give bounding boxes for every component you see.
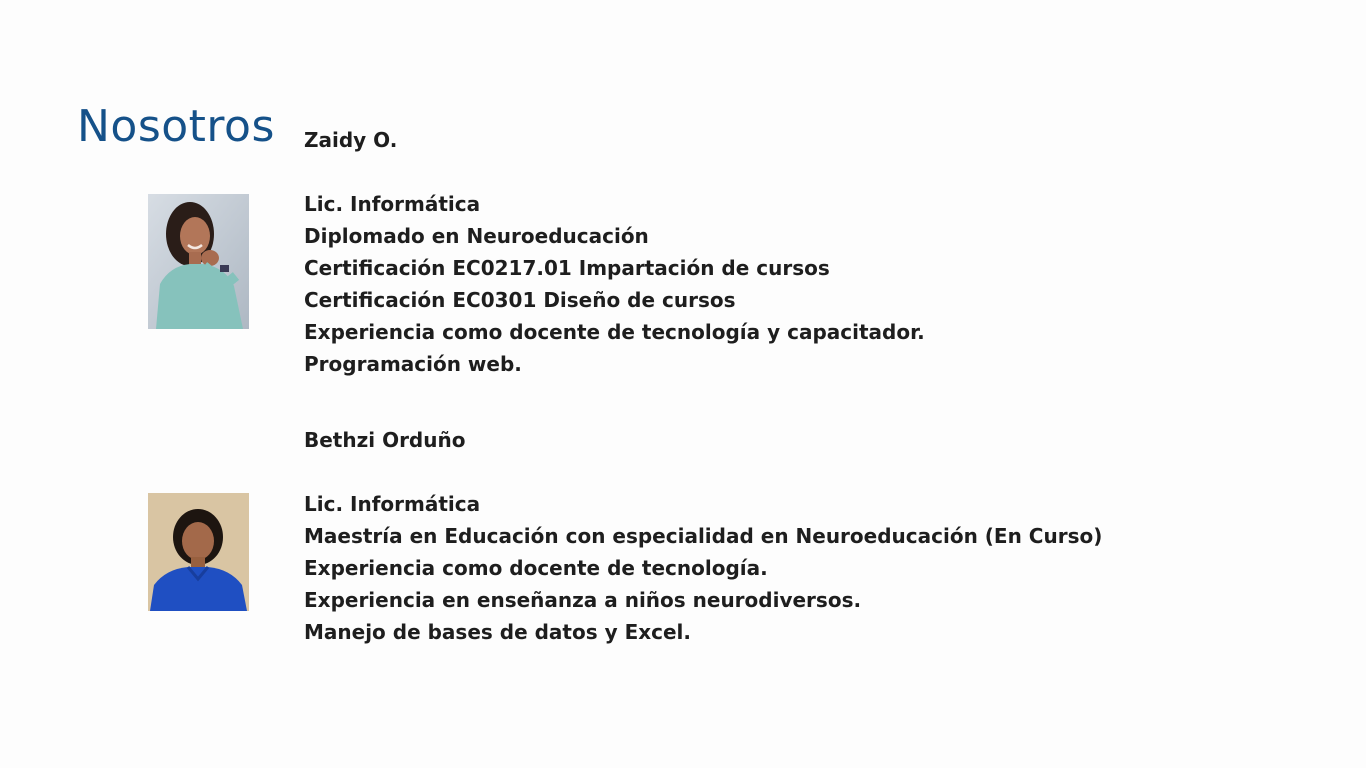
member-credentials-list <box>304 488 1102 648</box>
credential-line: Manejo de bases de datos y Excel. <box>304 620 692 644</box>
page-title: Nosotros <box>77 101 275 152</box>
credential-line: Experiencia como docente de tecnología. <box>304 556 768 580</box>
portrait-photo-icon <box>148 194 249 329</box>
member-name: Bethzi Orduño <box>304 428 466 452</box>
credential-line: Maestría en Educación con especialidad en Neuroeducación (En Curso) <box>304 524 1103 548</box>
member-photo-bethzi <box>148 493 249 611</box>
credential-line: Certificación EC0301 Diseño de cursos <box>304 288 736 312</box>
credential-line: Experiencia como docente de tecnología y capacitador. <box>304 320 925 344</box>
credential-line: Lic. Informática <box>304 492 481 516</box>
credential-line: Certificación EC0217.01 Impartación de cursos <box>304 256 830 280</box>
credential-line: Lic. Informática <box>304 192 481 216</box>
credential-line: Diplomado en Neuroeducación <box>304 224 649 248</box>
member-name: Zaidy O. <box>304 128 398 152</box>
portrait-photo-icon <box>148 493 249 611</box>
credential-line: Experiencia en enseñanza a niños neurodiversos. <box>304 588 862 612</box>
member-credentials-list <box>304 188 925 380</box>
credential-line: Programación web. <box>304 352 522 376</box>
member-photo-zaidy <box>148 194 249 329</box>
